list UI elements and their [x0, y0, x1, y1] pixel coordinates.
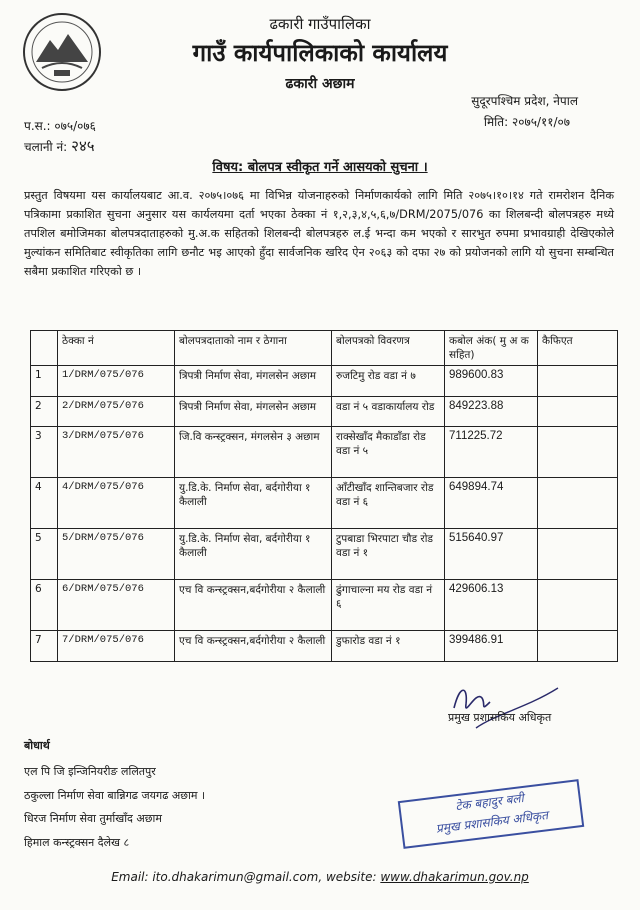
table-row — [31, 529, 618, 580]
footer-website-link[interactable]: www.dhakarimun.gov.np — [380, 870, 529, 884]
cell-remarks — [538, 529, 618, 580]
cell-bidder: जि.वि कन्स्ट्रक्सन, मंगलसेन ३ अछाम — [175, 427, 332, 478]
dispatch-label: चलानी नं: — [24, 140, 68, 154]
cell-remarks — [538, 396, 618, 427]
office-title: गाउँ कार्यपालिकाको कार्यालय — [192, 39, 448, 67]
table-row — [31, 396, 618, 427]
list-item: एल पि जि इन्जिनियरीङ ललितपुर — [24, 765, 156, 778]
cell-contract: 6/DRM/075/076 — [58, 580, 175, 631]
cell-amount: 649894.74 — [445, 478, 538, 529]
cell-bidder: यु.डि.के. निर्माण सेवा, बर्दगोरीया १ कैलाली — [175, 478, 332, 529]
dispatch-number-line — [24, 136, 95, 156]
cell-contract: 5/DRM/075/076 — [58, 529, 175, 580]
footer-contact — [0, 870, 640, 884]
col-header-remarks: कैफिएत — [538, 331, 618, 366]
cc-list — [24, 760, 205, 854]
body-paragraph: प्रस्तुत विषयमा यस कार्यालयबाट आ.व. २०७५।०७६ मा विभिन्न योजनाहरुको निर्माणकार्यको लागि मिति २०७५।१०।१४ गते रामरोशन दैनिक पत्रिकामा प्रकाशित सुचना अनुसार यस कार्यलयमा दर्ता भएका ठेक्का नं १,२,३,४,५,६,७/DRM/2075/076 का शिलबन्दी बोलपत्रहरु मध्ये तपशिल बमोजिमका बोलपत्रदाताहरुको मु.अ.क सहितको शिलबन्दी बोलपत्रहरु ल.ई भन्दा कम भएको र सारभुत रुपमा प्रभावग्राही देखिएकोले मुल्यांकन समितिबाट स्वीकृतिका लागि छनौट भइ आएको हुँदा सार्वजनिक खरिद ऐन २०६३ को दफा २७ को प्रयोजनको लागि यो सुचना सम्बन्धित सबैमा प्रकाशित गरिएको छ । — [24, 189, 614, 278]
letter-date: मिति: २०७५/११/०७ — [483, 115, 570, 129]
cell-contract: 3/DRM/075/076 — [58, 427, 175, 478]
cell-amount: 989600.83 — [445, 366, 538, 397]
officer-title: प्रमुख प्रशासकिय अधिकृत — [448, 711, 552, 724]
cell-contract: 1/DRM/075/076 — [58, 366, 175, 397]
cell-bidder: यु.डि.के. निर्माण सेवा, बर्दगोरीया १ कैलाली — [175, 529, 332, 580]
cell-detail: राक्सेखाँद मैकाडाँडा रोड वडा नं ५ — [332, 427, 445, 478]
cell-bidder: त्रिपत्री निर्माण सेवा, मंगलसेन अछाम — [175, 366, 332, 397]
cell-bidder: एच वि कन्स्ट्रक्सन,बर्दगोरीया २ कैलाली — [175, 580, 332, 631]
cell-contract: 7/DRM/075/076 — [58, 631, 175, 662]
cell-remarks — [538, 580, 618, 631]
cell-bidder: त्रिपत्री निर्माण सेवा, मंगलसेन अछाम — [175, 396, 332, 427]
footer-email: Email: ito.dhakarimun@gmail.com, website: — [111, 870, 381, 884]
cell-sn: 7 — [31, 631, 58, 662]
cell-sn: 5 — [31, 529, 58, 580]
table-row — [31, 366, 618, 397]
handwritten-signature — [446, 678, 566, 734]
cell-sn: 1 — [31, 366, 58, 397]
subject-line — [0, 157, 640, 175]
cell-detail: ढुंगाचाल्ना मय रोड वडा नं ६ — [332, 580, 445, 631]
cell-detail: वडा नं ५ वडाकार्यालय रोड — [332, 396, 445, 427]
reference-number: प.स.: ०७५/०७६ — [24, 119, 96, 133]
cell-contract: 2/DRM/075/076 — [58, 396, 175, 427]
cell-remarks — [538, 478, 618, 529]
dispatch-number: २४५ — [71, 137, 95, 155]
table-row — [31, 478, 618, 529]
municipality-name: ढकारी गाउँपालिका — [269, 15, 371, 33]
cell-sn: 3 — [31, 427, 58, 478]
cell-sn: 6 — [31, 580, 58, 631]
cell-sn: 2 — [31, 396, 58, 427]
cell-remarks — [538, 631, 618, 662]
cell-amount: 399486.91 — [445, 631, 538, 662]
cell-remarks — [538, 427, 618, 478]
cell-detail: आँटीखाँद शान्तिबजार रोड वडा नं ६ — [332, 478, 445, 529]
cell-bidder: एच वि कन्स्ट्रक्सन,बर्दगोरीया २ कैलाली — [175, 631, 332, 662]
list-item: ठकुल्ला निर्माण सेवा बान्निगढ जयगढ अछाम । — [24, 788, 206, 802]
bid-table — [30, 330, 618, 662]
province-name: सुदूरपश्चिम प्रदेश, नेपाल — [471, 94, 578, 108]
col-header-contract: ठेक्का नं — [58, 331, 175, 366]
table-row — [31, 580, 618, 631]
cell-amount: 429606.13 — [445, 580, 538, 631]
cell-detail: डुफारोड वडा नं १ — [332, 631, 445, 662]
cell-amount: 849223.88 — [445, 396, 538, 427]
cell-contract: 4/DRM/075/076 — [58, 478, 175, 529]
stamp-title: प्रमुख प्रशासकिय अधिकृत — [435, 808, 549, 836]
cell-amount: 515640.97 — [445, 529, 538, 580]
table-header-row — [31, 331, 618, 366]
table-row — [31, 427, 618, 478]
cell-sn: 4 — [31, 478, 58, 529]
col-header-detail: बोलपत्रको विवरणत्र — [332, 331, 445, 366]
col-header-bidder: बोलपत्रदाताको नाम र ठेगाना — [175, 331, 332, 366]
table-row — [31, 631, 618, 662]
office-location: ढकारी अछाम — [285, 76, 355, 92]
col-header-sn — [31, 331, 58, 366]
cell-detail: टुपबाडा भिरपाटा चौड रोड वडा नं १ — [332, 529, 445, 580]
stamp-name: टेक बहादुर बली — [454, 790, 525, 814]
list-item: धिरज निर्माण सेवा तुर्माखाँद अछाम — [24, 812, 162, 825]
list-item: हिमाल कन्स्ट्रक्सन दैलेख ८ — [24, 835, 130, 849]
cell-amount: 711225.72 — [445, 427, 538, 478]
cell-detail: रुजटिमु रोड वडा नं ७ — [332, 366, 445, 397]
cc-title: बोधार्थ — [24, 739, 50, 752]
officer-stamp — [398, 779, 584, 849]
col-header-amount: कबोल अंक( मु अ क सहित) — [445, 331, 538, 366]
cell-remarks — [538, 366, 618, 397]
subject-text: विषय: बोलपत्र स्वीकृत गर्ने आसयको सुचना । — [212, 160, 428, 175]
